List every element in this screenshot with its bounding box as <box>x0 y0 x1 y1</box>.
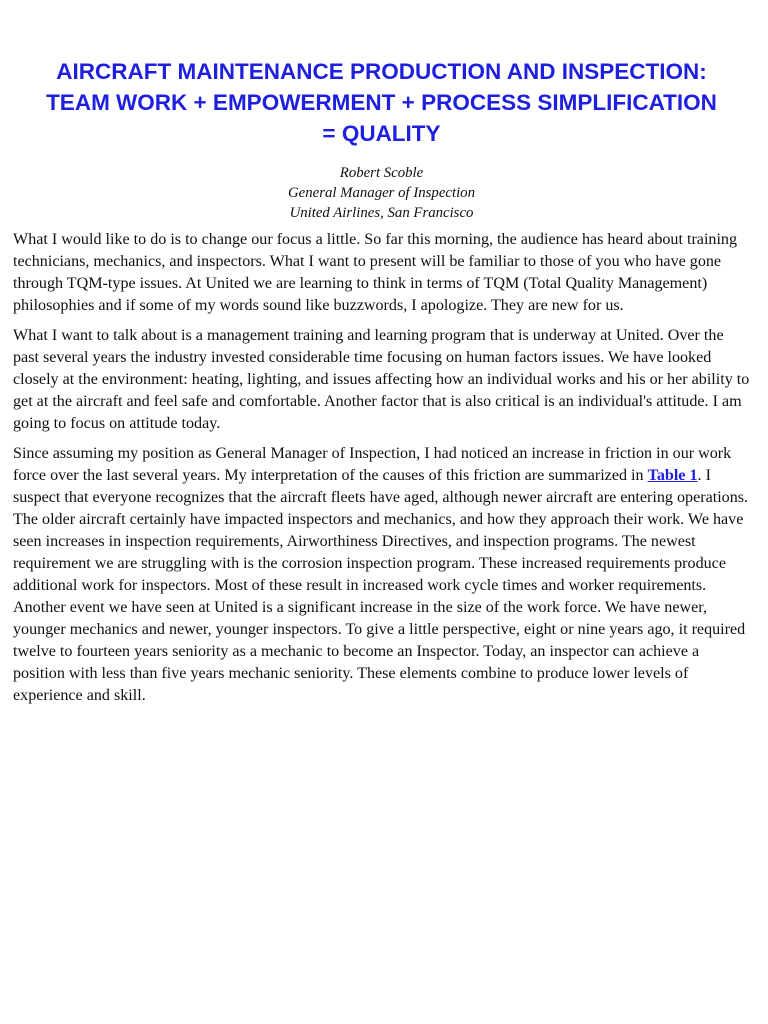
author-name: Robert Scoble <box>339 165 424 181</box>
paragraph-3-before-link: Since assuming my position as General Manager of Inspection, I had noticed an increase in friction in our work force over the last several years. My interpretation of the causes of this friction are summarized in <box>13 445 732 484</box>
author-affiliation: United Airlines, San Francisco <box>289 205 474 221</box>
document-title <box>13 56 750 149</box>
author-byline <box>13 163 750 223</box>
paragraph-3-after-link: . I suspect that everyone recognizes that the aircraft fleets have aged, although newer aircraft are entering operations. The older aircraft certainly have impacted inspectors and mechanics, and how they approach their work. We have seen increases in inspection requirements, Airworthiness Directives, and inspection programs. The newest requirement we are struggling with is the corrosion inspection program. These increased requirements produce additional work for inspectors. Most of these result in increased work cycle times and worker requirements. Another event we have seen at United is a significant increase in the size of the work force. We have newer, younger mechanics and newer, younger inspectors. To give a little perspective, eight or nine years ago, it required twelve to fourteen years seniority as a mechanic to become an Inspector. Today, an inspector can achieve a position with less than five years mechanic seniority. These elements combine to produce lower levels of experience and skill. <box>13 467 749 704</box>
title-line-2: TEAM WORK + EMPOWERMENT + PROCESS SIMPLIFICATION <box>46 90 717 115</box>
table-1-link[interactable]: Table 1 <box>647 467 698 484</box>
title-line-1: AIRCRAFT MAINTENANCE PRODUCTION AND INSPECTION: <box>56 59 707 84</box>
author-position: General Manager of Inspection <box>288 185 475 201</box>
paragraph-3 <box>13 443 750 707</box>
paragraph-2: What I want to talk about is a management training and learning program that is underway at United. Over the past several years the industry invested considerable time focusing on human factors issues. We have looked closely at the environment: heating, lighting, and issues affecting how an individual works and his or her ability to get at the aircraft and feel safe and comfortable. Another factor that is also critical is an individual's attitude. I am going to focus on attitude today. <box>13 327 750 432</box>
paragraph-1: What I would like to do is to change our focus a little. So far this morning, the audience has heard about training technicians, mechanics, and inspectors. What I want to present will be familiar to those of you who have gone through TQM-type issues. At United we are learning to think in terms of TQM (Total Quality Management) philosophies and if some of my words sound like buzzwords, I apologize. They are new for us. <box>13 231 738 314</box>
title-line-3: = QUALITY <box>322 121 441 146</box>
